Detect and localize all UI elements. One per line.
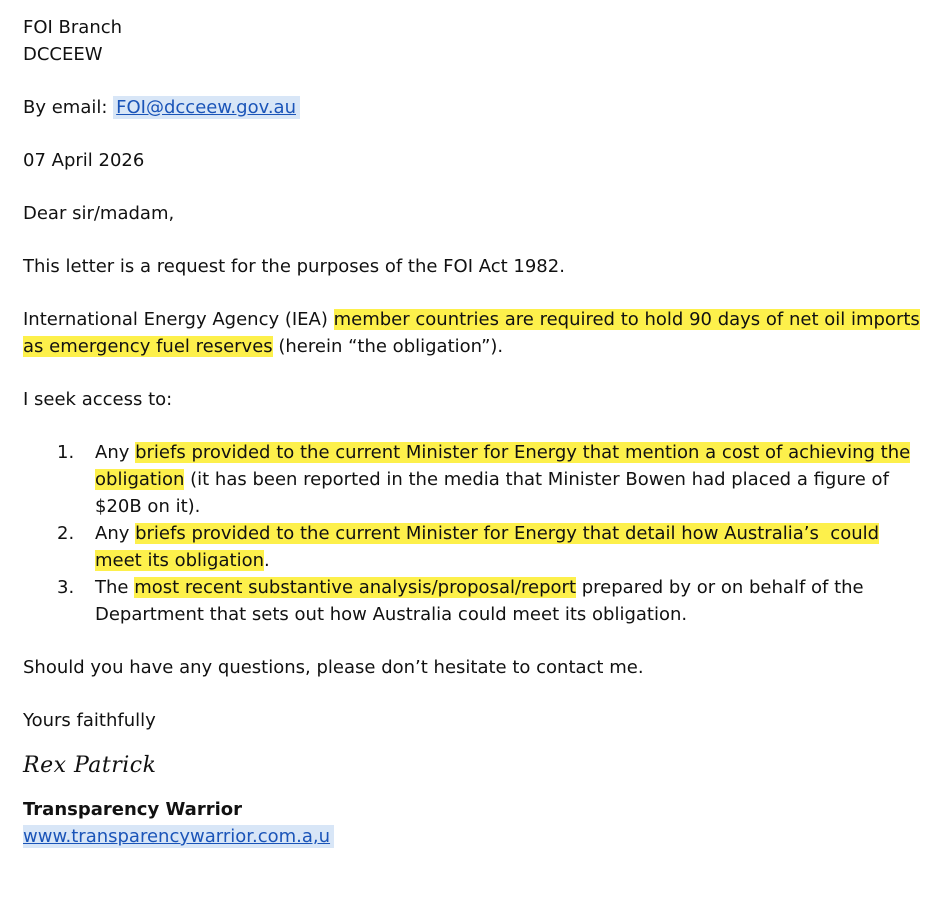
salutation: Dear sir/madam, <box>23 203 175 224</box>
request-text: (it has been reported in the media that Minister Bowen had placed a figure of <box>184 469 889 490</box>
context-text: International Energy Agency (IEA) <box>23 309 334 330</box>
request-text: $20B on it). <box>95 496 201 517</box>
recipient-name: FOI Branch <box>23 17 123 38</box>
highlighted-text: as emergency fuel reserves <box>23 336 273 357</box>
website-link[interactable]: www.transparencywarrior.com.a,u <box>23 826 331 847</box>
email-line <box>23 94 918 121</box>
closing-question: Should you have any questions, please don’t hesitate to contact me. <box>23 657 644 678</box>
highlighted-text: meet its obligation <box>95 550 264 571</box>
email-link[interactable]: FOI@dcceew.gov.au <box>116 97 296 118</box>
sign-off: Yours faithfully <box>23 710 156 731</box>
email-label: By email: <box>23 97 114 118</box>
recipient-department: DCCEEW <box>23 44 103 65</box>
context-paragraph <box>23 306 918 360</box>
request-text: The <box>95 577 135 598</box>
request-text: Any <box>95 523 136 544</box>
list-item <box>23 520 918 574</box>
request-list <box>23 439 918 628</box>
intro-paragraph: This letter is a request for the purposes of the FOI Act 1982. <box>23 256 565 277</box>
seek-access-line: I seek access to: <box>23 389 173 410</box>
highlighted-text: briefs provided to the current Minister for Energy that mention a cost of achieving the <box>135 442 911 463</box>
request-text: . <box>264 550 270 571</box>
letter-document <box>23 14 918 850</box>
context-text: (herein “the obligation”). <box>272 336 504 357</box>
highlighted-text: obligation <box>95 469 185 490</box>
list-item <box>23 574 918 628</box>
request-text: Any <box>95 442 136 463</box>
highlighted-text: most recent substantive analysis/proposal/report <box>134 577 577 598</box>
request-text: prepared by or on behalf of the <box>576 577 864 598</box>
website-line <box>23 823 918 850</box>
letter-date: 07 April 2026 <box>23 150 145 171</box>
list-number: 3. <box>57 577 75 598</box>
request-text: Department that sets out how Australia could meet its obligation. <box>95 604 688 625</box>
list-number: 1. <box>57 442 75 463</box>
organisation-name: Transparency Warrior <box>23 799 242 820</box>
highlighted-text: member countries are required to hold 90 days of net oil imports <box>333 309 920 330</box>
highlighted-text: briefs provided to the current Minister for Energy that detail how Australia’s could <box>135 523 880 544</box>
signature: Rex Patrick <box>23 753 157 778</box>
list-number: 2. <box>57 523 75 544</box>
list-item <box>23 439 918 520</box>
